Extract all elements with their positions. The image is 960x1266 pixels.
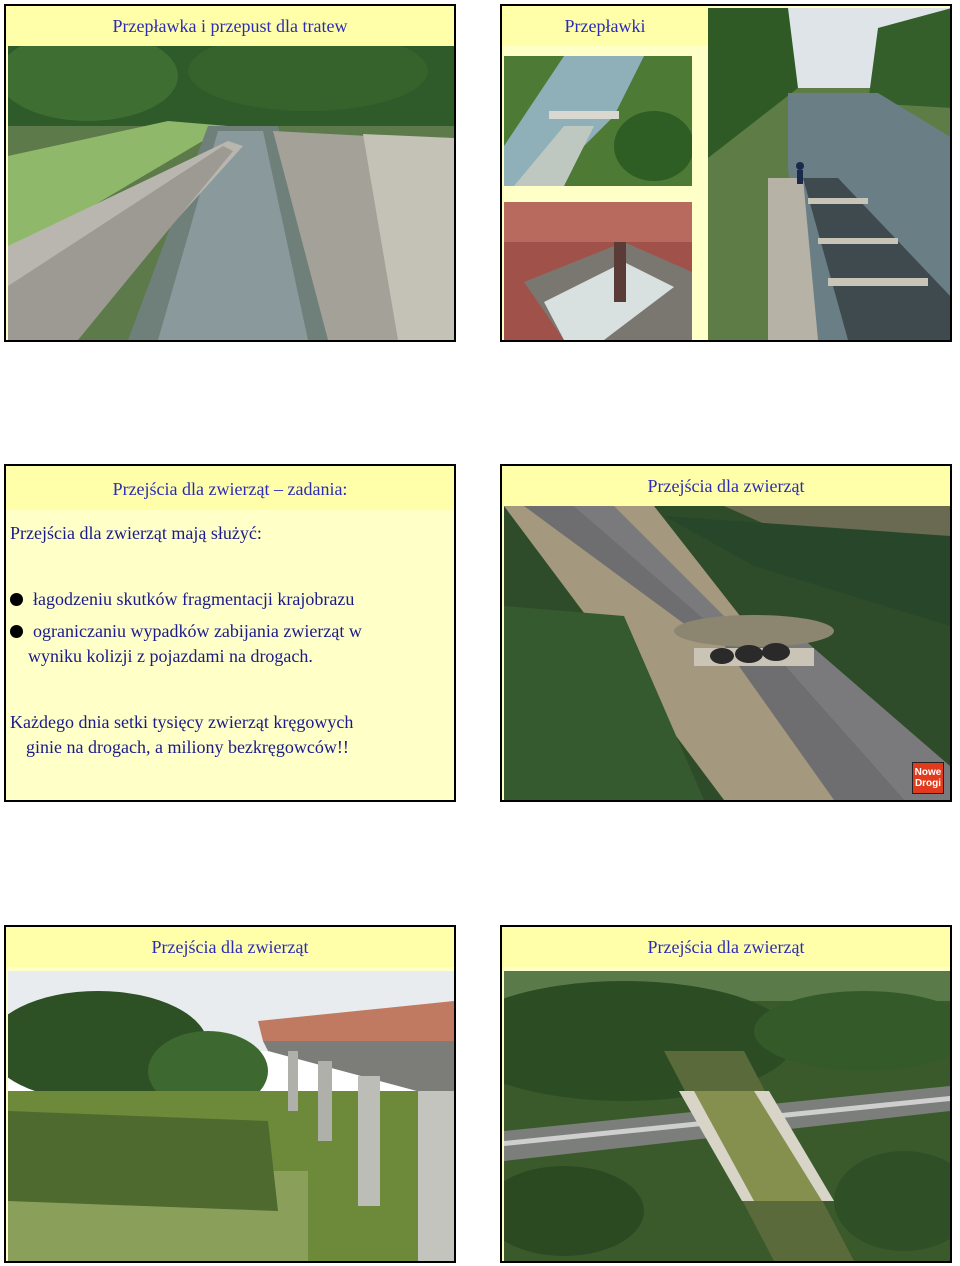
green-bridge-aerial-photo xyxy=(504,506,950,800)
closing-line: ginie na drogach, a miliony bezkręgowców!! xyxy=(26,737,349,757)
slide-title: Przejścia dla zwierząt xyxy=(502,466,950,506)
nowe-drogi-logo: Nowe Drogi xyxy=(912,762,944,794)
slide-animal-crossings-viaduct xyxy=(4,925,456,1263)
slide-animal-crossings-tasks xyxy=(4,464,456,802)
viaduct-underpass-photo xyxy=(8,971,454,1261)
wildlife-overpass-photo xyxy=(504,971,950,1261)
bullet-item: ograniczaniu wypadków zabijania zwierząt w xyxy=(10,620,362,642)
fish-ladder-steps-photo xyxy=(504,202,692,340)
bullet-item: łagodzeniu skutków fragmentacji krajobrazu xyxy=(10,588,354,610)
bullet-dot-icon xyxy=(10,625,23,638)
slide-title: Przepławki xyxy=(502,6,708,46)
slide-title: Przejścia dla zwierząt – zadania: xyxy=(6,466,454,510)
slide-animal-crossings-overpass xyxy=(500,925,952,1263)
slide-title: Przejścia dla zwierząt xyxy=(502,927,950,967)
slide-fish-passes xyxy=(500,4,952,342)
bullet-continuation: wyniku kolizji z pojazdami na drogach. xyxy=(28,646,313,666)
fish-pass-canal-photo xyxy=(8,46,454,340)
slide-fish-pass-raft-passage xyxy=(4,4,456,342)
intro-text: Przejścia dla zwierząt mają służyć: xyxy=(10,523,262,543)
fish-ladder-river-photo xyxy=(708,8,952,340)
slide-title: Przejścia dla zwierząt xyxy=(6,927,454,967)
fish-ladder-aerial-photo xyxy=(504,56,692,186)
bullet-dot-icon xyxy=(10,593,23,606)
slide-animal-crossings-aerial xyxy=(500,464,952,802)
closing-line: Każdego dnia setki tysięcy zwierząt kręgowych xyxy=(10,712,354,732)
slide-title: Przepławka i przepust dla tratew xyxy=(6,6,454,46)
